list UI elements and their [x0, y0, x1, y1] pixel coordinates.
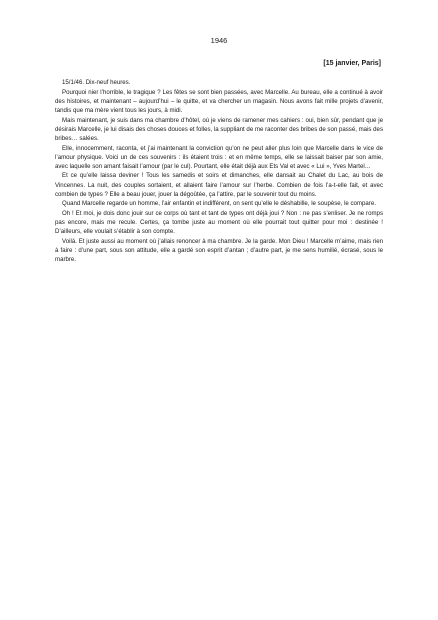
paragraph: Quand Marcelle regarde un homme, l’air enfantin et indifférent, on sent qu’elle le déshabille, le soupèse, le compare. — [62, 200, 376, 208]
paragraph: Oh ! Et moi, je dois donc jouir sur ce corps où tant et tant de types ont déjà joui ? Non : ne pas s’enliser. Je ne romps pas encore, mais me recule. Certes, ça tombe juste au moment où elle pourrait tout quitter pour moi : destinée ! D’ailleurs, elle voulait s’établir à son compte. — [55, 209, 383, 236]
paragraph: Et ce qu’elle laissa deviner ! Tous les samedis et soirs et dimanches, elle dansait au Chalet du Lac, au bois de Vincennes. La nuit, des couples sortaient, et allaient faire l’amour sur l’herbe. Combien de fois l’a-t-elle fait, et avec combien de types ? Elle a beau jouer, jouer la dégoûtée, ça l’attire, par le souvenir tout du moins. — [55, 172, 383, 199]
paragraph: Mais maintenant, je suis dans ma chambre d’hôtel, où je viens de ramener mes cahiers : oui, bien sûr, pendant que je désirais Marcelle, je lui disais des choses douces et folles, la suppliant de me raconter des bribes de son passé, mais des bribes… salées. — [55, 116, 383, 143]
page-year: 1946 — [210, 36, 228, 45]
entry-heading: 15/1/46. Dix-neuf heures. — [62, 79, 131, 86]
paragraph: Pourquoi nier l’horrible, le tragique ? Les fêtes se sont bien passées, avec Marcelle. Au bureau, elle a continué à avoir des histoires, et maintenant – aujourd’hui – le quitte, et va chercher un magasin. Nous avons fait mille projets d’avenir, tandis que ma mère vient tous les jours, à midi. — [55, 88, 383, 115]
dateline: [15 janvier, Paris] — [323, 60, 381, 67]
paragraph: Elle, innocemment, raconta, et j’ai maintenant la conviction qu’on ne peut aller plus loin que Marcelle dans le vice de l’amour physique. Voici un de ces souvenirs : ils étaient trois : et en même temps, elle se laissait baiser par son amie, avec laquelle son amant faisait l’amour (par le cul). Pourtant, elle était déjà aux Ets Val et avec « Lui », Yves Martel… — [55, 144, 383, 171]
paragraph: Voilà. Et juste aussi au moment où j’allais renoncer à ma chambre. Je la garde. Mon Dieu ! Marcelle m’aime, mais rien à faire : d’une part, sous son attitude, elle a gardé son esprit d’antan ; d’autre part, je me sens humilié, écrasé, sous le marbre. — [55, 237, 383, 264]
journal-body — [55, 78, 383, 264]
